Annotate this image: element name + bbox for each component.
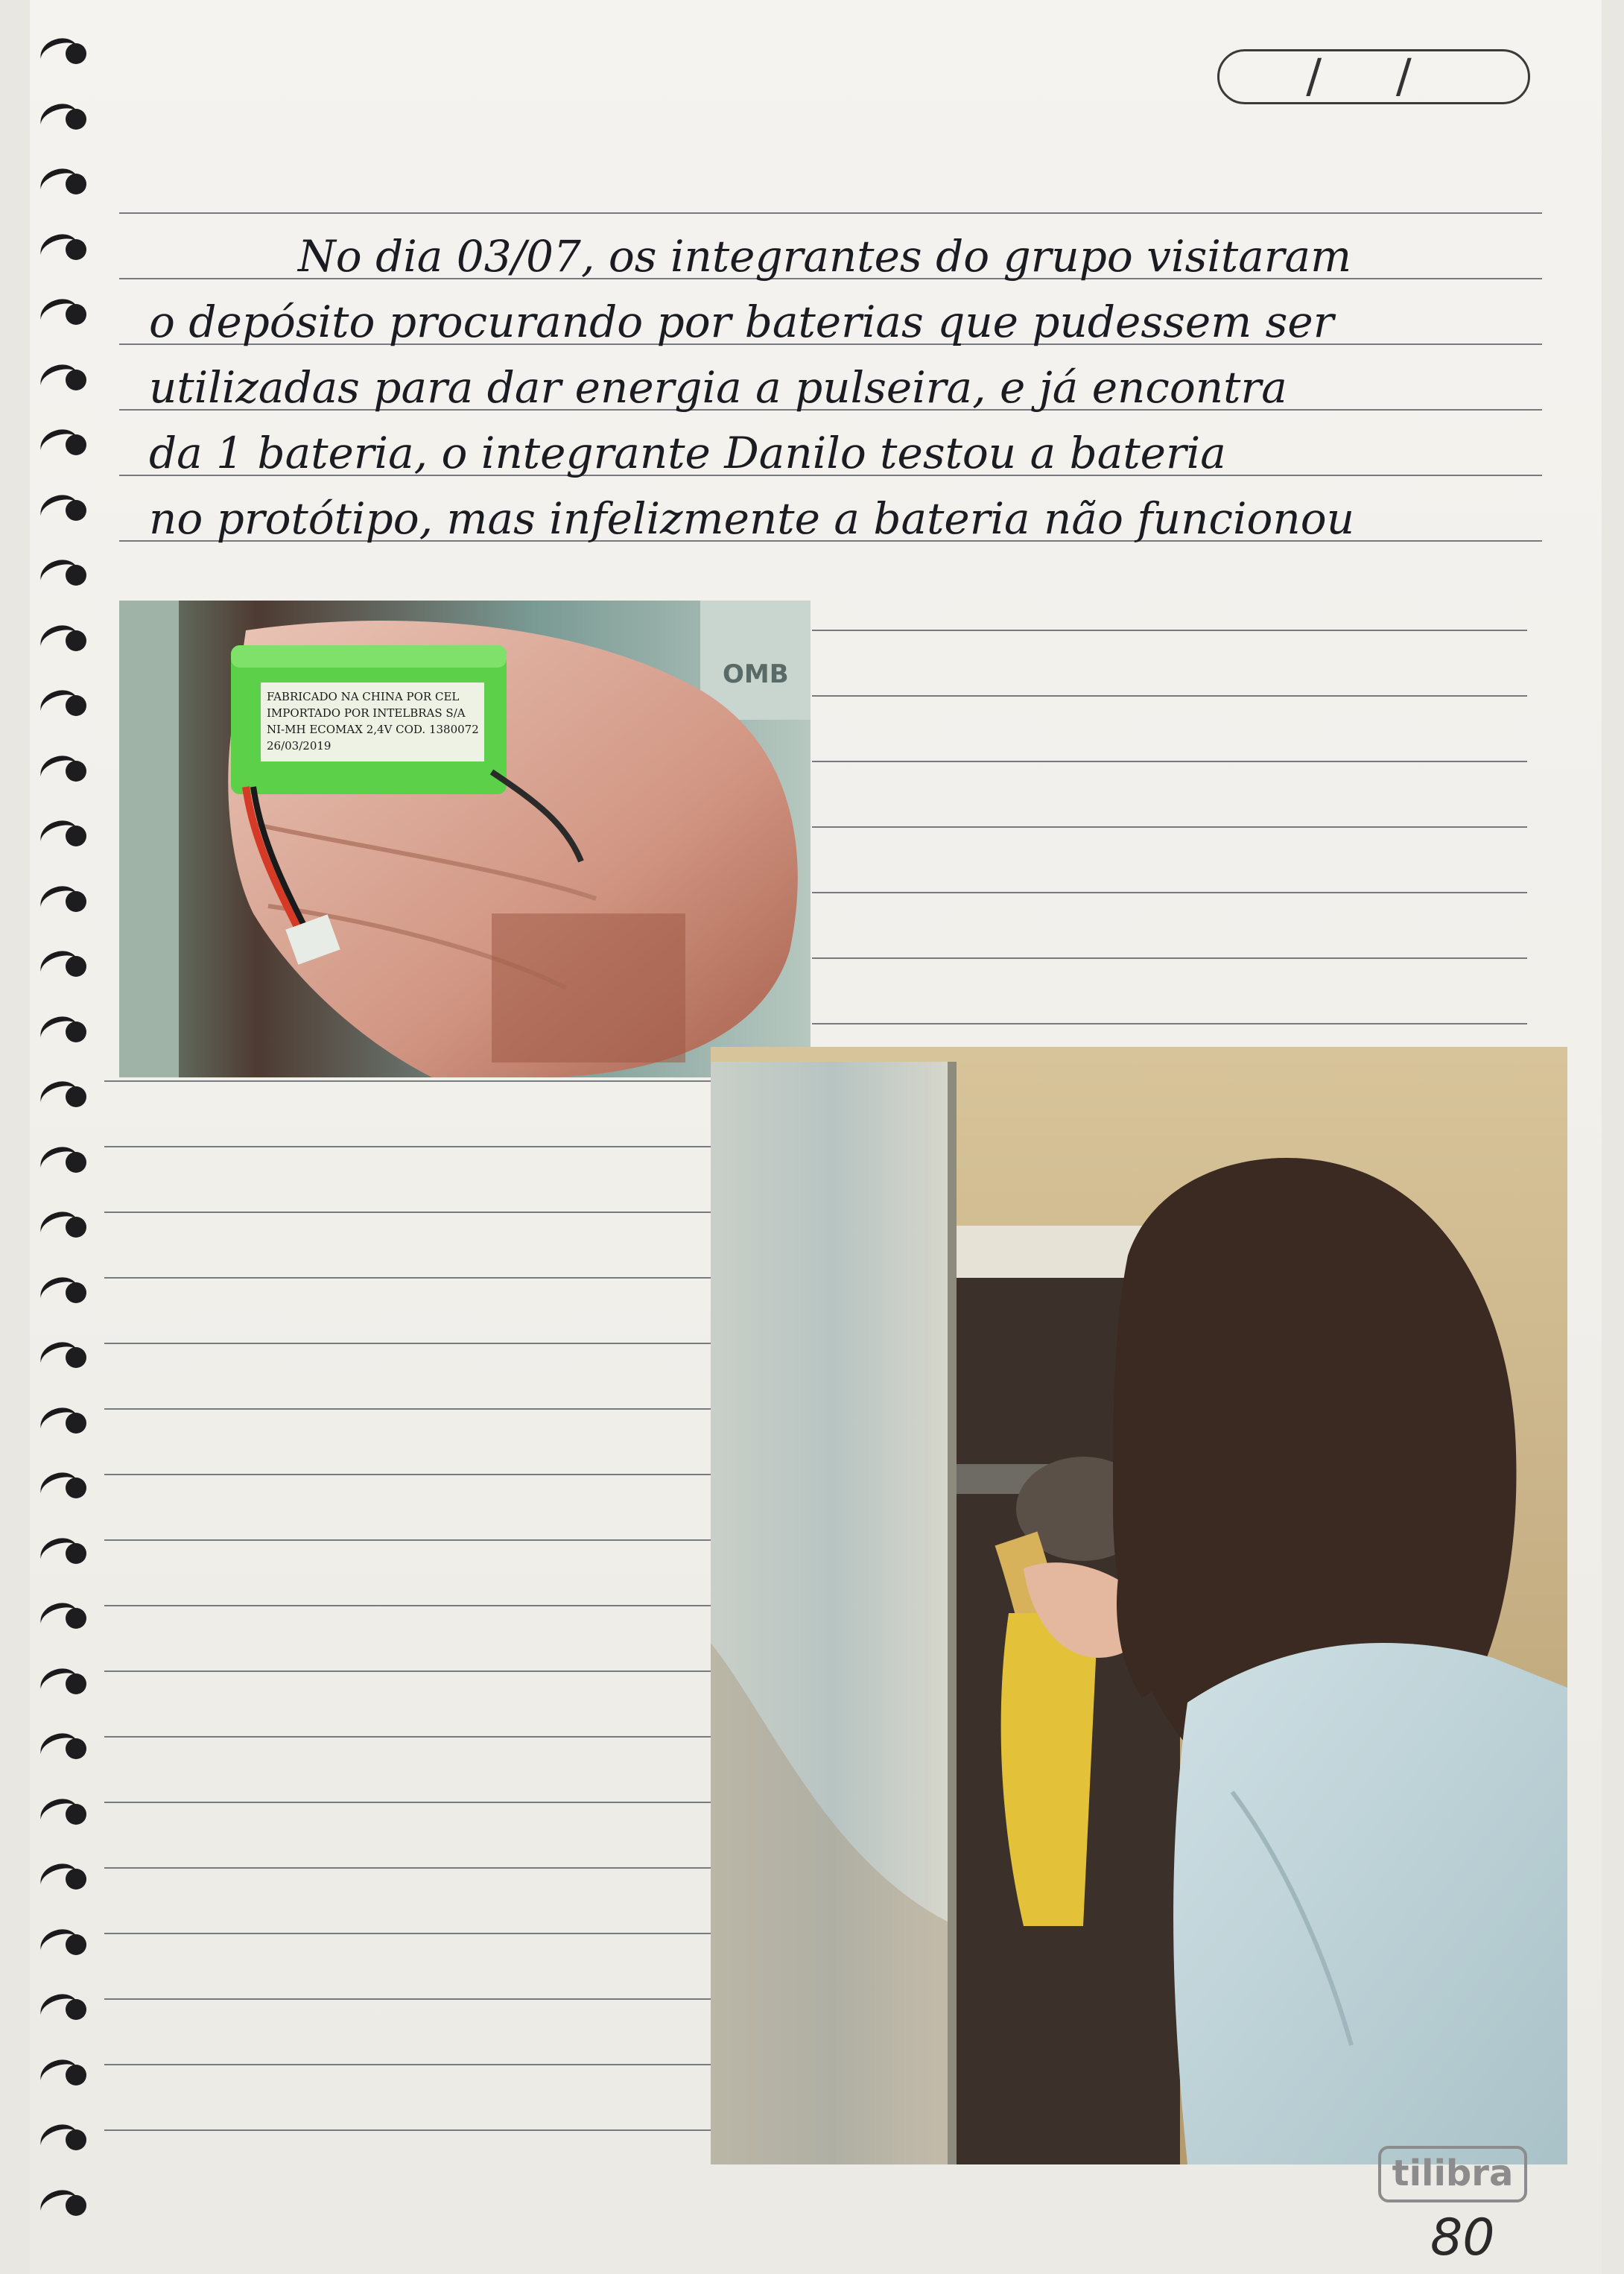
spiral-ring — [40, 2123, 88, 2153]
spiral-ring — [40, 1211, 88, 1241]
ruled-line — [104, 1539, 723, 1541]
spiral-hole — [66, 826, 86, 846]
ruled-line — [104, 1474, 723, 1475]
spiral-hole — [66, 174, 86, 194]
spiral-hole — [66, 434, 86, 455]
ruled-line — [812, 761, 1527, 762]
handwritten-line: o depósito procurando por baterias que pudessem ser — [149, 297, 1334, 347]
spiral-hole — [66, 1022, 86, 1042]
ruled-line — [104, 1736, 723, 1738]
ruled-line — [104, 2064, 723, 2065]
spiral-hole — [66, 565, 86, 586]
spiral-hole — [66, 891, 86, 912]
handwritten-line: da 1 bateria, o integrante Danilo testou a bateria — [149, 428, 1226, 478]
spiral-ring — [40, 559, 88, 589]
spiral-ring — [40, 168, 88, 197]
spiral-hole — [66, 1934, 86, 1955]
spiral-hole — [66, 1347, 86, 1368]
battery-label-line: 26/03/2019 — [267, 739, 332, 753]
spiral-ring — [40, 103, 88, 133]
battery-label-line: IMPORTADO POR INTELBRAS S/A — [267, 706, 466, 720]
spiral-hole — [66, 1413, 86, 1434]
ruled-line — [104, 1998, 723, 2000]
notebook-page — [30, 0, 1602, 2274]
notebook-brand-logo: tilibra — [1378, 2146, 1527, 2202]
date-field: / / — [1217, 49, 1530, 104]
spiral-hole — [66, 239, 86, 260]
spiral-ring — [40, 494, 88, 524]
ruled-line — [104, 1670, 723, 1672]
spiral-hole — [66, 1152, 86, 1173]
spiral-ring — [40, 1602, 88, 1632]
spiral-ring — [40, 1407, 88, 1437]
ruled-line — [104, 1605, 723, 1606]
ruled-line — [104, 1277, 723, 1279]
spiral-ring — [40, 1472, 88, 1501]
ruled-line — [104, 1080, 723, 1082]
spiral-ring — [40, 364, 88, 393]
spiral-hole — [66, 2065, 86, 2085]
ruled-line — [104, 1933, 723, 1934]
spiral-hole — [66, 630, 86, 651]
spiral-hole — [66, 956, 86, 977]
spiral-ring — [40, 624, 88, 654]
spiral-ring — [40, 1798, 88, 1828]
spiral-ring — [40, 1341, 88, 1371]
spiral-ring — [40, 1276, 88, 1306]
handwritten-paragraph — [149, 224, 1564, 551]
ruled-line — [812, 630, 1527, 631]
spiral-ring — [40, 233, 88, 263]
ruled-line — [104, 1867, 723, 1869]
spiral-ring — [40, 885, 88, 915]
spiral-ring — [40, 755, 88, 785]
spiral-hole — [66, 500, 86, 521]
spiral-hole — [66, 695, 86, 716]
background-sign: OMB — [723, 659, 789, 689]
spiral-hole — [66, 1999, 86, 2020]
spiral-ring — [40, 1146, 88, 1176]
ruled-line — [104, 2129, 723, 2131]
spiral-hole — [66, 1543, 86, 1564]
battery-pack — [231, 645, 507, 794]
spiral-ring — [40, 428, 88, 458]
spiral-ring — [40, 1732, 88, 1762]
handwritten-line: No dia 03/07, os integrantes do grupo visitaram — [298, 231, 1352, 282]
handwritten-line: no protótipo, mas infelizmente a bateria não funcionou — [149, 493, 1355, 544]
spiral-ring — [40, 689, 88, 719]
spiral-ring — [40, 1080, 88, 1110]
spiral-ring — [40, 1537, 88, 1567]
ruled-line — [104, 1802, 723, 1803]
spiral-hole — [66, 1869, 86, 1890]
spiral-hole — [66, 1804, 86, 1825]
spiral-hole — [66, 1086, 86, 1107]
spiral-binding — [30, 37, 97, 2258]
battery-photo — [119, 601, 811, 1077]
spiral-hole — [66, 2195, 86, 2216]
spiral-hole — [66, 1282, 86, 1303]
ruled-line — [104, 1212, 723, 1213]
student-testing-photo — [711, 1047, 1567, 2164]
spiral-ring — [40, 950, 88, 980]
spiral-hole — [66, 1673, 86, 1694]
ruled-line — [812, 957, 1527, 959]
spiral-ring — [40, 1928, 88, 1958]
spiral-hole — [66, 370, 86, 390]
spiral-hole — [66, 761, 86, 782]
spiral-ring — [40, 1863, 88, 1893]
spiral-hole — [66, 1738, 86, 1759]
handwritten-line: utilizadas para dar energia a pulseira, e já encontra — [149, 362, 1287, 413]
ruled-line — [812, 892, 1527, 893]
spiral-ring — [40, 820, 88, 849]
spiral-ring — [40, 1668, 88, 1697]
ruled-line — [812, 1023, 1527, 1024]
spiral-hole — [66, 1217, 86, 1238]
spiral-hole — [66, 1608, 86, 1629]
spiral-ring — [40, 298, 88, 328]
spiral-hole — [66, 109, 86, 130]
ruled-line — [104, 1408, 723, 1410]
ruled-line — [812, 826, 1527, 828]
ruled-line — [104, 1343, 723, 1344]
spiral-hole — [66, 43, 86, 64]
ruled-line — [104, 1146, 723, 1147]
battery-label-line: FABRICADO NA CHINA POR CEL — [267, 690, 460, 703]
page-number: 80 — [1430, 2208, 1495, 2267]
spiral-ring — [40, 2059, 88, 2088]
spiral-hole — [66, 304, 86, 325]
spiral-ring — [40, 1993, 88, 2023]
spiral-hole — [66, 2129, 86, 2150]
spiral-hole — [66, 1478, 86, 1498]
ruled-line — [812, 695, 1527, 697]
ruled-line — [119, 212, 1542, 214]
spiral-ring — [40, 2189, 88, 2219]
spiral-ring — [40, 37, 88, 67]
battery-label-line: NI-MH ECOMAX 2,4V COD. 1380072 — [267, 723, 479, 736]
spiral-ring — [40, 1016, 88, 1045]
